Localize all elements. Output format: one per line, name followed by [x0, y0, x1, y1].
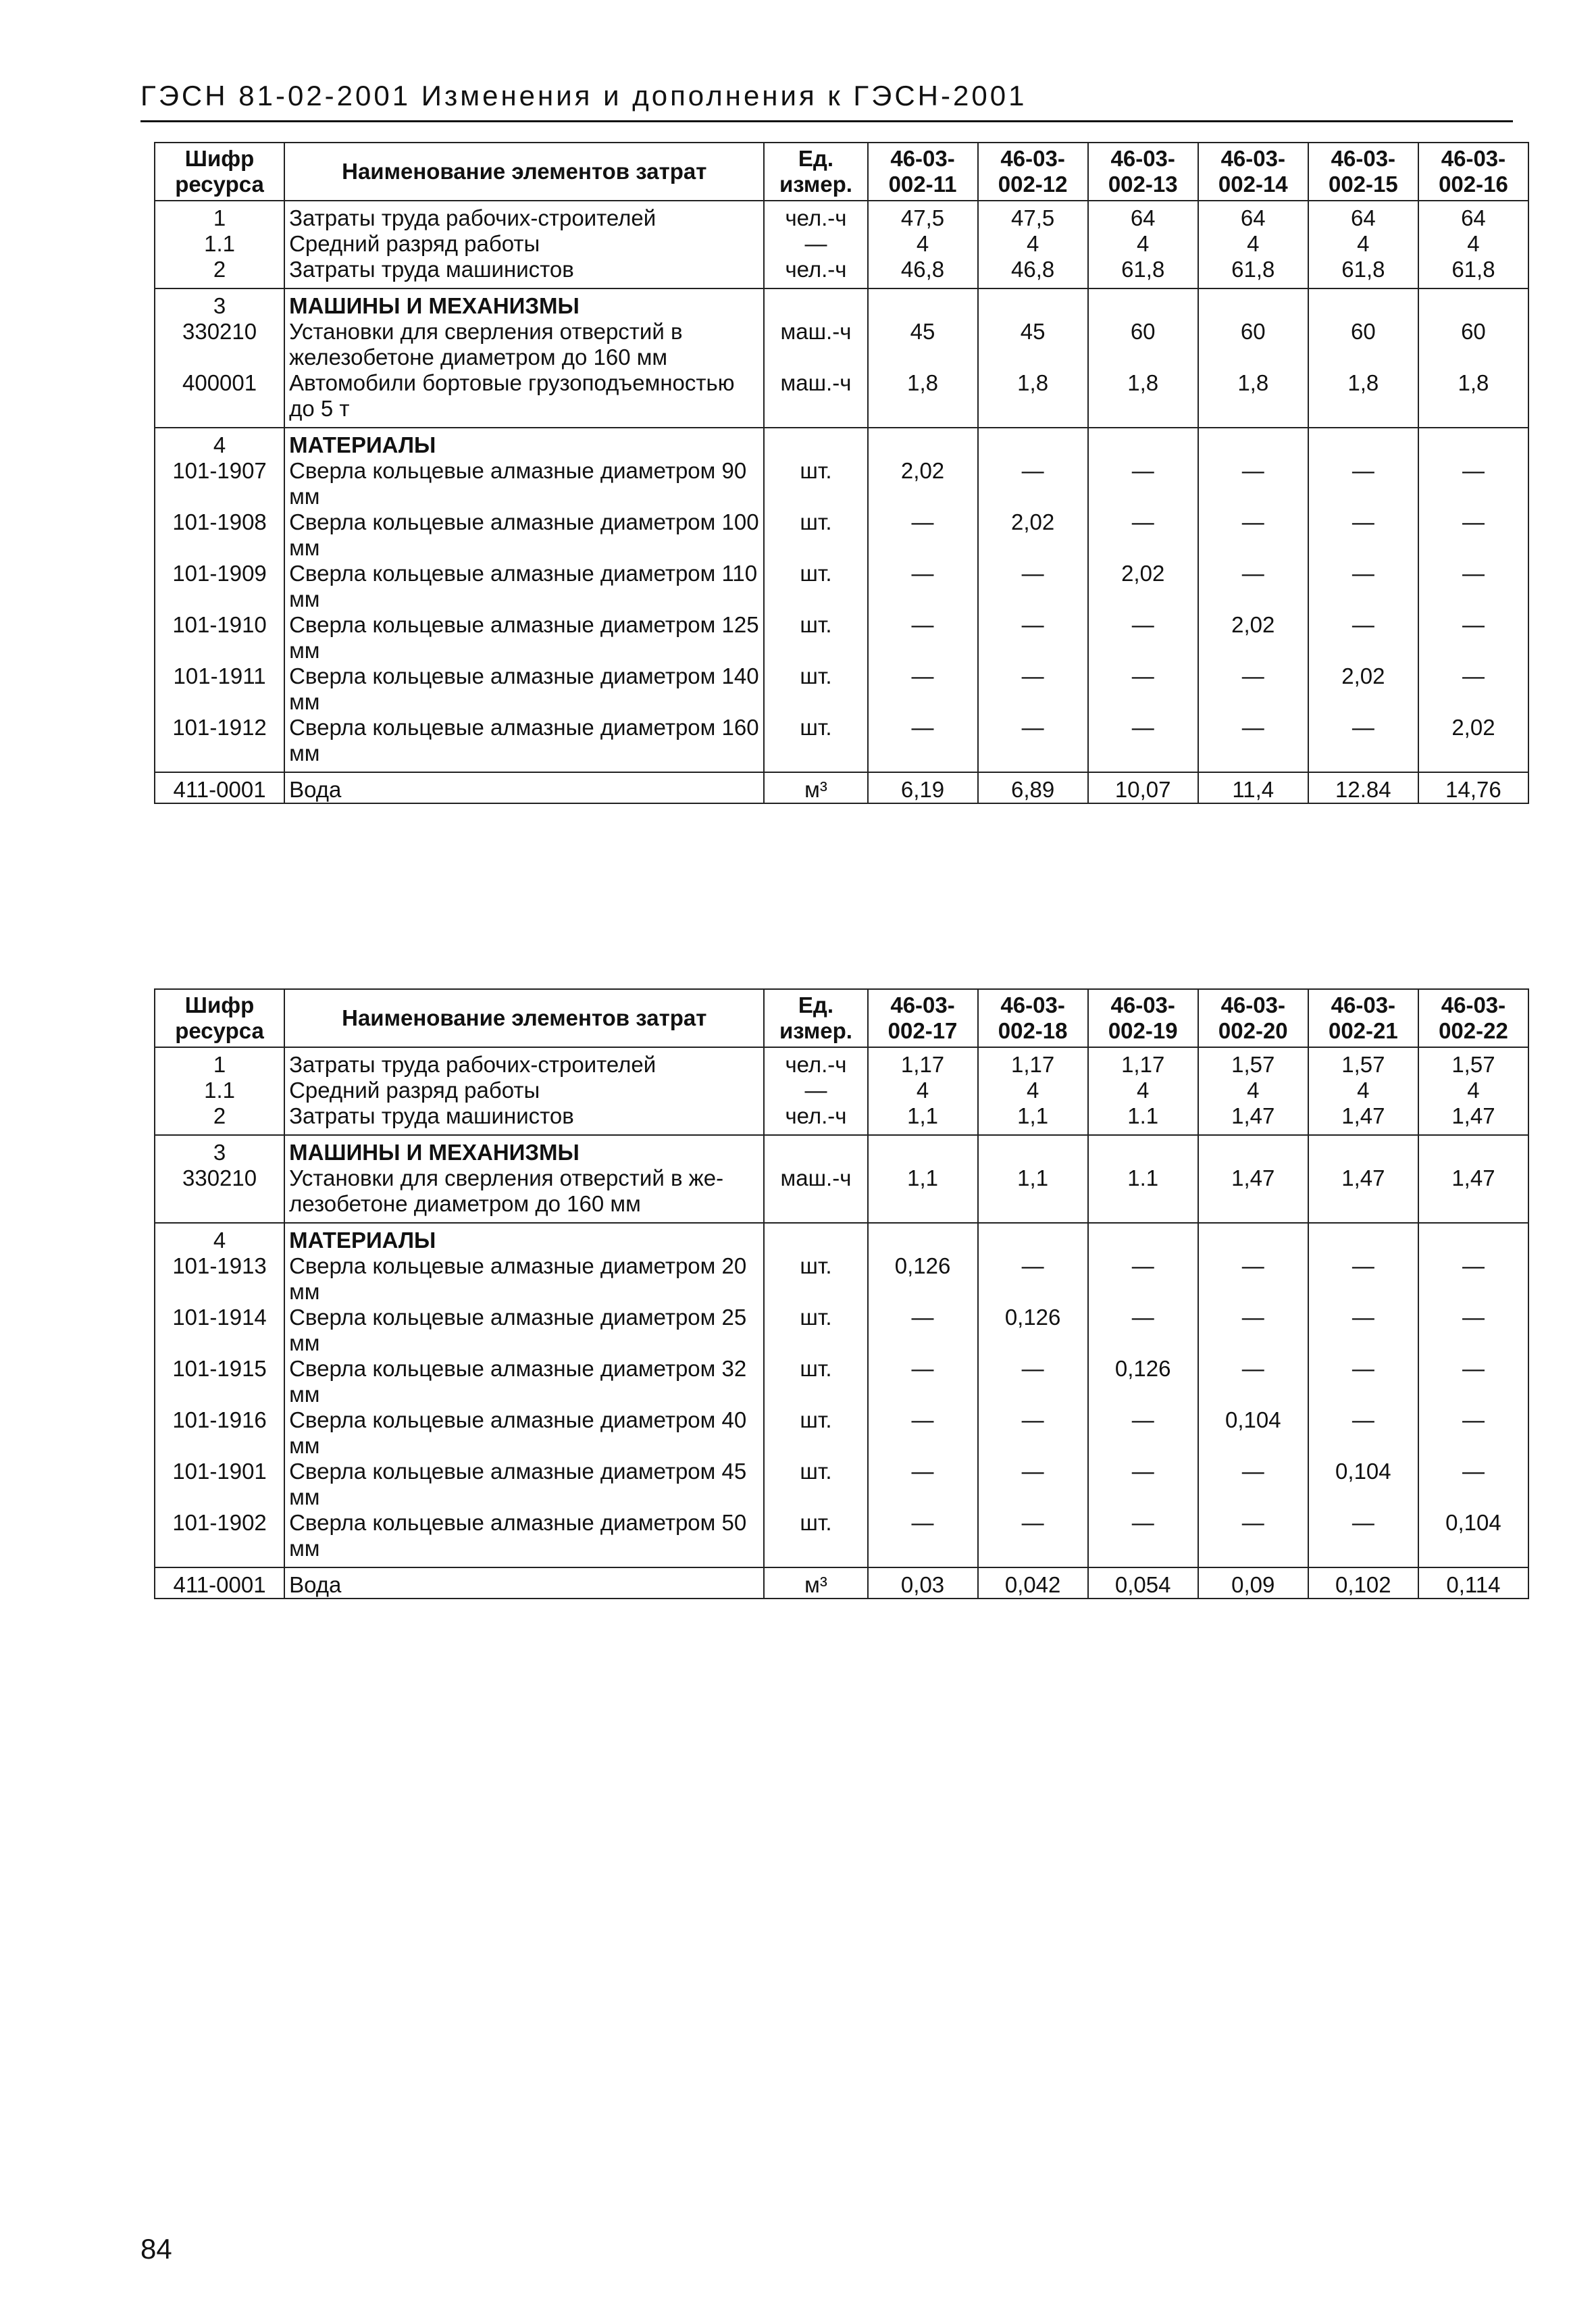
value-cell: —: [868, 1510, 978, 1567]
value-cell: —: [978, 715, 1088, 772]
resource-code-cell: 1: [155, 201, 284, 231]
col-header-code: Шифр ресурса: [155, 989, 284, 1047]
resource-code-cell: 330210: [155, 319, 284, 370]
table-row: [155, 370, 1528, 428]
resource-name-cell: Сверла кольцевые алмазные диаметром 45 мм: [284, 1459, 764, 1510]
table-row: [155, 201, 1528, 231]
col-header-norm: 46-03-002-22: [1418, 989, 1528, 1047]
value-cell: [1308, 288, 1418, 319]
value-cell: 60: [1308, 319, 1418, 370]
value-cell: —: [1198, 715, 1308, 772]
value-cell: 60: [1198, 319, 1308, 370]
table-row: [155, 1459, 1528, 1510]
value-cell: —: [1308, 509, 1418, 561]
value-cell: —: [1308, 1510, 1418, 1567]
table-row: [155, 1223, 1528, 1253]
value-cell: 0,104: [1198, 1407, 1308, 1459]
value-cell: 1,1: [978, 1165, 1088, 1223]
value-cell: —: [1418, 1407, 1528, 1459]
value-cell: 4: [1308, 1078, 1418, 1103]
table-row: [155, 428, 1528, 458]
table-row: [155, 257, 1528, 288]
value-cell: 1,8: [1418, 370, 1528, 428]
resource-code-cell: 400001: [155, 370, 284, 428]
value-cell: —: [1418, 1253, 1528, 1305]
unit-cell: [764, 428, 867, 458]
value-cell: 1,17: [1088, 1047, 1198, 1078]
resource-code-cell: 1: [155, 1047, 284, 1078]
value-cell: 10,07: [1088, 772, 1198, 803]
table-row: [155, 1078, 1528, 1103]
value-cell: —: [868, 1459, 978, 1510]
value-cell: 45: [868, 319, 978, 370]
table-row: [155, 715, 1528, 772]
resource-name-cell: Средний разряд работы: [284, 231, 764, 257]
value-cell: [1418, 1223, 1528, 1253]
value-cell: [1418, 428, 1528, 458]
resource-name-cell: Вода: [284, 772, 764, 803]
value-cell: 1,1: [978, 1103, 1088, 1135]
unit-cell: м³: [764, 772, 867, 803]
value-cell: —: [1088, 509, 1198, 561]
value-cell: 0,104: [1418, 1510, 1528, 1567]
table-row: [155, 772, 1528, 803]
value-cell: 2,02: [1418, 715, 1528, 772]
value-cell: 0,042: [978, 1567, 1088, 1599]
value-cell: 1,8: [1308, 370, 1418, 428]
resource-code-cell: 101-1902: [155, 1510, 284, 1567]
table-row: [155, 663, 1528, 715]
value-cell: 2,02: [1308, 663, 1418, 715]
value-cell: [1198, 1135, 1308, 1165]
unit-cell: шт.: [764, 1305, 867, 1356]
section-heading-cell: МАШИНЫ И МЕХАНИЗМЫ: [284, 288, 764, 319]
resource-name-cell: Сверла кольцевые алмазные диаметром 32 мм: [284, 1356, 764, 1407]
value-cell: —: [868, 561, 978, 612]
value-cell: 64: [1088, 201, 1198, 231]
unit-cell: [764, 1135, 867, 1165]
value-cell: —: [1088, 1253, 1198, 1305]
unit-cell: шт.: [764, 1510, 867, 1567]
resource-code-cell: 3: [155, 1135, 284, 1165]
col-header-norm: 46-03-002-14: [1198, 143, 1308, 201]
value-cell: —: [1308, 561, 1418, 612]
value-cell: 0,126: [868, 1253, 978, 1305]
value-cell: 2,02: [868, 458, 978, 509]
table-row: [155, 1305, 1528, 1356]
table-row: [155, 1407, 1528, 1459]
table-row: [155, 231, 1528, 257]
value-cell: —: [1308, 1253, 1418, 1305]
value-cell: —: [1418, 1459, 1528, 1510]
table-row: [155, 1567, 1528, 1599]
value-cell: 1.1: [1088, 1103, 1198, 1135]
resource-name-cell: Сверла кольцевые алмазные диаметром 140 мм: [284, 663, 764, 715]
resource-name-cell: Автомобили бортовые грузоподъемностью до 5 т: [284, 370, 764, 428]
col-header-norm: 46-03-002-17: [868, 989, 978, 1047]
value-cell: —: [1308, 1356, 1418, 1407]
resource-name-cell: Сверла кольцевые алмазные диаметром 50 мм: [284, 1510, 764, 1567]
value-cell: 4: [978, 1078, 1088, 1103]
value-cell: 6,89: [978, 772, 1088, 803]
resource-code-cell: 101-1916: [155, 1407, 284, 1459]
value-cell: [978, 428, 1088, 458]
resource-code-cell: 101-1910: [155, 612, 284, 663]
resource-code-cell: 101-1909: [155, 561, 284, 612]
value-cell: [868, 1135, 978, 1165]
value-cell: 2,02: [978, 509, 1088, 561]
value-cell: 0,126: [1088, 1356, 1198, 1407]
resource-code-cell: 101-1908: [155, 509, 284, 561]
resource-name-cell: Затраты труда машинистов: [284, 1103, 764, 1135]
value-cell: —: [1308, 715, 1418, 772]
value-cell: 1,17: [868, 1047, 978, 1078]
col-header-name: Наименование элементов затрат: [284, 143, 764, 201]
value-cell: —: [868, 1407, 978, 1459]
col-header-code: Шифр ресурса: [155, 143, 284, 201]
resource-name-cell: Сверла кольцевые алмазные диаметром 160 мм: [284, 715, 764, 772]
value-cell: —: [1088, 1459, 1198, 1510]
value-cell: 4: [1418, 1078, 1528, 1103]
col-header-unit: Ед. измер.: [764, 989, 867, 1047]
value-cell: —: [1198, 1305, 1308, 1356]
col-header-name: Наименование элементов затрат: [284, 989, 764, 1047]
value-cell: 1,57: [1308, 1047, 1418, 1078]
value-cell: 1,47: [1308, 1165, 1418, 1223]
col-header-norm: 46-03-002-18: [978, 989, 1088, 1047]
value-cell: —: [1088, 663, 1198, 715]
resource-code-cell: 101-1915: [155, 1356, 284, 1407]
resource-name-cell: Затраты труда рабочих-строителей: [284, 201, 764, 231]
resource-name-cell: Затраты труда рабочих-строителей: [284, 1047, 764, 1078]
value-cell: —: [1308, 612, 1418, 663]
resource-name-cell: Сверла кольцевые алмазные диаметром 90 мм: [284, 458, 764, 509]
value-cell: [868, 1223, 978, 1253]
value-cell: 61,8: [1308, 257, 1418, 288]
unit-cell: маш.-ч: [764, 370, 867, 428]
resource-name-cell: Сверла кольцевые алмазные диаметром 100 мм: [284, 509, 764, 561]
value-cell: 2,02: [1088, 561, 1198, 612]
unit-cell: шт.: [764, 1356, 867, 1407]
value-cell: —: [1418, 1305, 1528, 1356]
table-row: [155, 561, 1528, 612]
value-cell: —: [1088, 715, 1198, 772]
resource-table-1: [154, 142, 1529, 804]
resource-code-cell: 101-1907: [155, 458, 284, 509]
table-row: [155, 1047, 1528, 1078]
resource-name-cell: Сверла кольцевые алмазные диаметром 125 мм: [284, 612, 764, 663]
value-cell: —: [978, 1510, 1088, 1567]
resource-code-cell: 101-1912: [155, 715, 284, 772]
value-cell: —: [1418, 509, 1528, 561]
value-cell: [1418, 1135, 1528, 1165]
value-cell: 1.1: [1088, 1165, 1198, 1223]
value-cell: —: [868, 663, 978, 715]
table-header-row: [155, 143, 1528, 201]
value-cell: [868, 428, 978, 458]
value-cell: —: [1198, 663, 1308, 715]
value-cell: —: [978, 1253, 1088, 1305]
value-cell: 1,47: [1198, 1165, 1308, 1223]
value-cell: —: [1308, 1305, 1418, 1356]
value-cell: 1,1: [868, 1103, 978, 1135]
value-cell: 61,8: [1198, 257, 1308, 288]
value-cell: —: [1088, 612, 1198, 663]
value-cell: 6,19: [868, 772, 978, 803]
value-cell: —: [978, 561, 1088, 612]
unit-cell: [764, 288, 867, 319]
value-cell: —: [978, 458, 1088, 509]
value-cell: —: [978, 612, 1088, 663]
col-header-unit: Ед. измер.: [764, 143, 867, 201]
value-cell: 64: [1198, 201, 1308, 231]
resource-code-cell: 101-1901: [155, 1459, 284, 1510]
value-cell: [1198, 1223, 1308, 1253]
col-header-norm: 46-03-002-15: [1308, 143, 1418, 201]
value-cell: 4: [868, 1078, 978, 1103]
header-rule: [140, 120, 1513, 122]
value-cell: 0,03: [868, 1567, 978, 1599]
value-cell: [978, 288, 1088, 319]
value-cell: 0,126: [978, 1305, 1088, 1356]
resource-code-cell: 330210: [155, 1165, 284, 1223]
value-cell: 4: [1088, 1078, 1198, 1103]
unit-cell: шт.: [764, 663, 867, 715]
resource-name-cell: Сверла кольцевые алмазные диаметром 110 мм: [284, 561, 764, 612]
value-cell: 1,57: [1198, 1047, 1308, 1078]
resource-code-cell: 101-1913: [155, 1253, 284, 1305]
value-cell: 60: [1088, 319, 1198, 370]
value-cell: —: [1198, 1459, 1308, 1510]
unit-cell: чел.-ч: [764, 201, 867, 231]
value-cell: 1,47: [1198, 1103, 1308, 1135]
table-row: [155, 1510, 1528, 1567]
value-cell: —: [1198, 561, 1308, 612]
unit-cell: шт.: [764, 612, 867, 663]
value-cell: —: [1198, 1253, 1308, 1305]
resource-name-cell: Вода: [284, 1567, 764, 1599]
unit-cell: чел.-ч: [764, 257, 867, 288]
col-header-norm: 46-03-002-11: [868, 143, 978, 201]
value-cell: —: [868, 509, 978, 561]
value-cell: —: [868, 715, 978, 772]
unit-cell: шт.: [764, 509, 867, 561]
resource-name-cell: Средний разряд работы: [284, 1078, 764, 1103]
col-header-norm: 46-03-002-16: [1418, 143, 1528, 201]
value-cell: 1,57: [1418, 1047, 1528, 1078]
value-cell: 11,4: [1198, 772, 1308, 803]
table-row: [155, 458, 1528, 509]
table-row: [155, 1253, 1528, 1305]
value-cell: 4: [1308, 231, 1418, 257]
value-cell: [1088, 1135, 1198, 1165]
value-cell: 45: [978, 319, 1088, 370]
resource-code-cell: 4: [155, 1223, 284, 1253]
value-cell: 1,47: [1418, 1165, 1528, 1223]
resource-code-cell: 101-1911: [155, 663, 284, 715]
unit-cell: маш.-ч: [764, 319, 867, 370]
col-header-norm: 46-03-002-13: [1088, 143, 1198, 201]
page-header-title: ГЭСН 81-02-2001 Изменения и дополнения к ГЭСН-2001: [140, 80, 1027, 111]
value-cell: —: [978, 1407, 1088, 1459]
value-cell: —: [1088, 1305, 1198, 1356]
value-cell: [1088, 428, 1198, 458]
value-cell: 61,8: [1088, 257, 1198, 288]
value-cell: 12.84: [1308, 772, 1418, 803]
table-header-row: [155, 989, 1528, 1047]
resource-name-cell: Установки для сверления отверстий в железобетоне диаметром до 160 мм: [284, 319, 764, 370]
col-header-norm: 46-03-002-12: [978, 143, 1088, 201]
value-cell: 0,114: [1418, 1567, 1528, 1599]
value-cell: —: [868, 612, 978, 663]
resource-code-cell: 2: [155, 1103, 284, 1135]
value-cell: —: [1418, 663, 1528, 715]
value-cell: 47,5: [978, 201, 1088, 231]
table-row: [155, 1135, 1528, 1165]
value-cell: [1308, 1135, 1418, 1165]
unit-cell: чел.-ч: [764, 1103, 867, 1135]
section-heading-cell: МАШИНЫ И МЕХАНИЗМЫ: [284, 1135, 764, 1165]
value-cell: —: [1198, 509, 1308, 561]
value-cell: [1308, 428, 1418, 458]
value-cell: 46,8: [978, 257, 1088, 288]
resource-name-cell: Сверла кольцевые алмазные диаметром 20 мм: [284, 1253, 764, 1305]
resource-code-cell: 1.1: [155, 1078, 284, 1103]
value-cell: 46,8: [868, 257, 978, 288]
value-cell: 61,8: [1418, 257, 1528, 288]
value-cell: [1308, 1223, 1418, 1253]
value-cell: 64: [1418, 201, 1528, 231]
value-cell: 1,8: [868, 370, 978, 428]
page-number: 84: [140, 2233, 172, 2265]
value-cell: 60: [1418, 319, 1528, 370]
value-cell: 0,054: [1088, 1567, 1198, 1599]
value-cell: 4: [978, 231, 1088, 257]
value-cell: 1,1: [868, 1165, 978, 1223]
value-cell: —: [1418, 612, 1528, 663]
table-row: [155, 612, 1528, 663]
value-cell: 1,8: [978, 370, 1088, 428]
value-cell: —: [1198, 458, 1308, 509]
value-cell: 1,17: [978, 1047, 1088, 1078]
unit-cell: шт.: [764, 715, 867, 772]
value-cell: 1,8: [1198, 370, 1308, 428]
unit-cell: —: [764, 231, 867, 257]
value-cell: 4: [1198, 231, 1308, 257]
value-cell: [978, 1223, 1088, 1253]
value-cell: 0,104: [1308, 1459, 1418, 1510]
unit-cell: маш.-ч: [764, 1165, 867, 1223]
col-header-norm: 46-03-002-19: [1088, 989, 1198, 1047]
value-cell: —: [1308, 458, 1418, 509]
value-cell: [1088, 288, 1198, 319]
resource-code-cell: 2: [155, 257, 284, 288]
resource-table-2: [154, 988, 1529, 1599]
value-cell: 0,102: [1308, 1567, 1418, 1599]
unit-cell: шт.: [764, 561, 867, 612]
resource-code-cell: 4: [155, 428, 284, 458]
table-row: [155, 509, 1528, 561]
value-cell: —: [1308, 1407, 1418, 1459]
value-cell: —: [1088, 1510, 1198, 1567]
value-cell: —: [1418, 458, 1528, 509]
value-cell: [1088, 1223, 1198, 1253]
table-row: [155, 1165, 1528, 1223]
table-row: [155, 319, 1528, 370]
col-header-norm: 46-03-002-21: [1308, 989, 1418, 1047]
resource-code-cell: 3: [155, 288, 284, 319]
value-cell: 47,5: [868, 201, 978, 231]
value-cell: —: [978, 1356, 1088, 1407]
value-cell: 4: [1198, 1078, 1308, 1103]
resource-code-cell: 411-0001: [155, 1567, 284, 1599]
value-cell: [1198, 428, 1308, 458]
unit-cell: [764, 1223, 867, 1253]
section-heading-cell: МАТЕРИАЛЫ: [284, 1223, 764, 1253]
table-row: [155, 1356, 1528, 1407]
value-cell: —: [868, 1305, 978, 1356]
resource-name-cell: Сверла кольцевые алмазные диаметром 40 мм: [284, 1407, 764, 1459]
value-cell: [1198, 288, 1308, 319]
resource-name-cell: Установки для сверления отверстий в же-лезобетоне диаметром до 160 мм: [284, 1165, 764, 1223]
unit-cell: шт.: [764, 1253, 867, 1305]
value-cell: —: [978, 1459, 1088, 1510]
section-heading-cell: МАТЕРИАЛЫ: [284, 428, 764, 458]
col-header-norm: 46-03-002-20: [1198, 989, 1308, 1047]
resource-code-cell: 101-1914: [155, 1305, 284, 1356]
value-cell: 4: [1088, 231, 1198, 257]
table-row: [155, 1103, 1528, 1135]
resource-name-cell: Затраты труда машинистов: [284, 257, 764, 288]
value-cell: —: [978, 663, 1088, 715]
value-cell: 1,47: [1308, 1103, 1418, 1135]
value-cell: —: [1088, 458, 1198, 509]
unit-cell: —: [764, 1078, 867, 1103]
resource-name-cell: Сверла кольцевые алмазные диаметром 25 мм: [284, 1305, 764, 1356]
unit-cell: м³: [764, 1567, 867, 1599]
unit-cell: шт.: [764, 1459, 867, 1510]
unit-cell: шт.: [764, 1407, 867, 1459]
value-cell: —: [1088, 1407, 1198, 1459]
value-cell: 1,47: [1418, 1103, 1528, 1135]
resource-code-cell: 411-0001: [155, 772, 284, 803]
value-cell: 0,09: [1198, 1567, 1308, 1599]
value-cell: 64: [1308, 201, 1418, 231]
value-cell: —: [1198, 1510, 1308, 1567]
value-cell: 4: [868, 231, 978, 257]
unit-cell: чел.-ч: [764, 1047, 867, 1078]
value-cell: [978, 1135, 1088, 1165]
value-cell: 4: [1418, 231, 1528, 257]
value-cell: [868, 288, 978, 319]
value-cell: —: [1418, 561, 1528, 612]
value-cell: 1,8: [1088, 370, 1198, 428]
value-cell: 2,02: [1198, 612, 1308, 663]
value-cell: —: [1418, 1356, 1528, 1407]
resource-code-cell: 1.1: [155, 231, 284, 257]
value-cell: 14,76: [1418, 772, 1528, 803]
unit-cell: шт.: [764, 458, 867, 509]
value-cell: [1418, 288, 1528, 319]
value-cell: —: [868, 1356, 978, 1407]
value-cell: —: [1198, 1356, 1308, 1407]
table-row: [155, 288, 1528, 319]
